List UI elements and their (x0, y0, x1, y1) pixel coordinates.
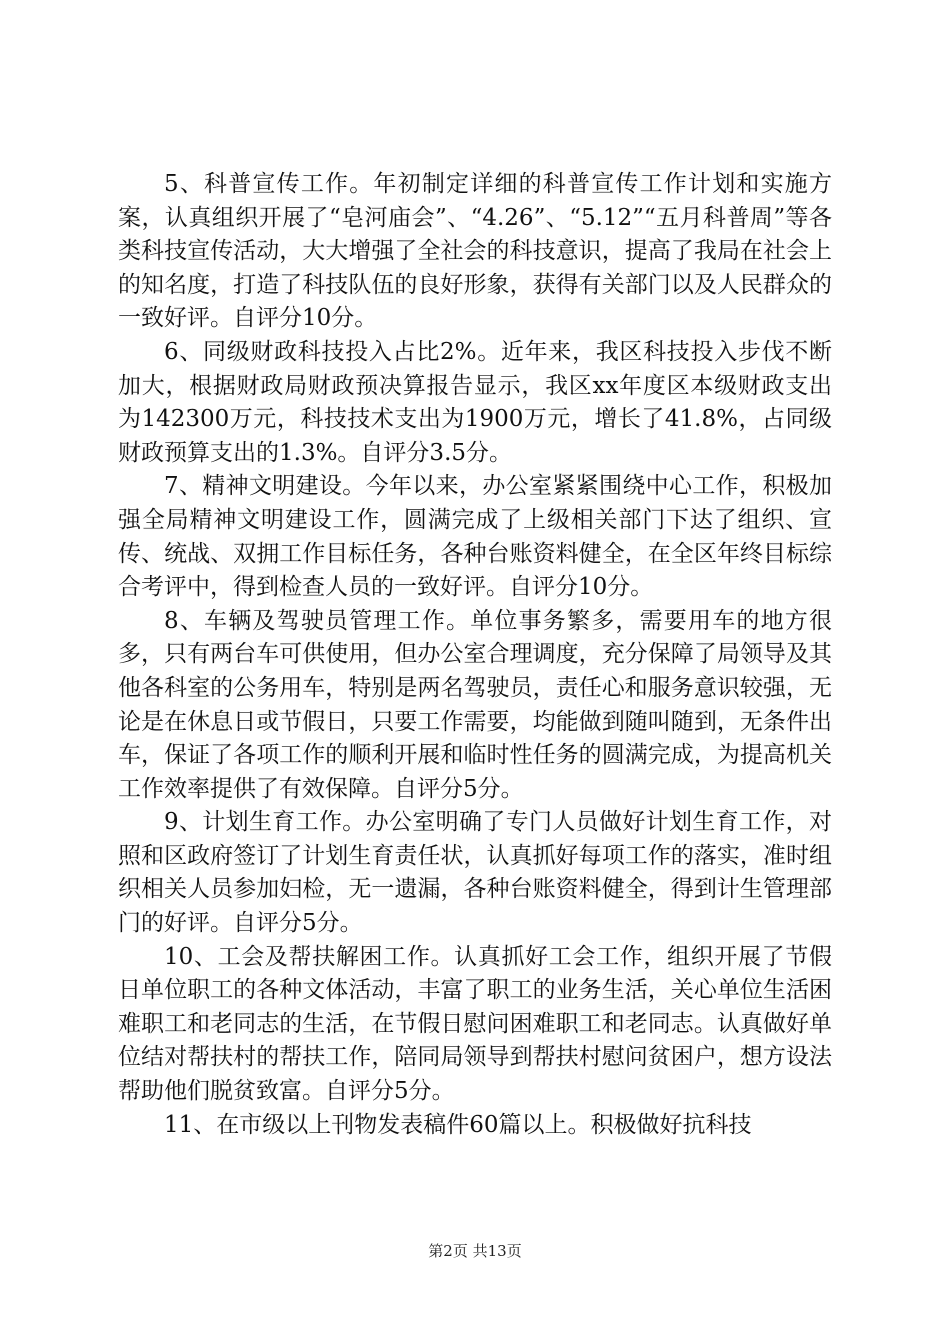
paragraph-11: 11、在市级以上刊物发表稿件60篇以上。积极做好抗科技 (164, 1111, 752, 1138)
paragraph-8: 8、车辆及驾驶员管理工作。单位事务繁多，需要用车的地方很多，只有两台车可供使用，但办公室合理调度，充分保障了局领导及其他各科室的公务用车，特别是两名驾驶员，责任心和服务意识较强，无论是在休息日或节假日，只要工作需要，均能做到随叫随到，无条件出车，保证了各项工作的顺利开展和临时性任务的圆满完成，为提高机关工作效率提供了有效保障。自评分5分。 (118, 607, 832, 802)
document-body (118, 168, 832, 1142)
paragraph-9: 9、计划生育工作。办公室明确了专门人员做好计划生育工作，对照和区政府签订了计划生育责任状，认真抓好每项工作的落实，准时组织相关人员参加妇检，无一遗漏，各种台账资料健全，得到计生管理部门的好评。自评分5分。 (118, 809, 832, 937)
page-footer: 第2页 共13页 (428, 1242, 522, 1260)
paragraph-5: 5、科普宣传工作。年初制定详细的科普宣传工作计划和实施方案，认真组织开展了“皂河庙会”、“4.26”、“5.12”“五月科普周”等各类科技宣传活动，大大增强了全社会的科技意识，提高了我局在社会上的知名度，打造了科技队伍的良好形象，获得有关部门以及人民群众的一致好评。自评分10分。 (118, 171, 832, 332)
paragraph-7: 7、精神文明建设。今年以来，办公室紧紧围绕中心工作，积极加强全局精神文明建设工作，圆满完成了上级相关部门下达了组织、宣传、统战、双拥工作目标任务，各种台账资料健全，在全区年终目标综合考评中，得到检查人员的一致好评。自评分10分。 (118, 473, 832, 601)
paragraph-10: 10、工会及帮扶解困工作。认真抓好工会工作，组织开展了节假日单位职工的各种文体活动，丰富了职工的业务生活，关心单位生活困难职工和老同志的生活，在节假日慰问困难职工和老同志。认真做好单位结对帮扶村的帮扶工作，陪同局领导到帮扶村慰问贫困户，想方设法帮助他们脱贫致富。自评分5分。 (118, 943, 832, 1105)
paragraph-6: 6、同级财政科技投入占比2%。近年来，我区科技投入步伐不断加大，根据财政局财政预决算报告显示，我区xx年度区本级财政支出为142300万元，科技技术支出为1900万元，增长了41.8%，占同级财政预算支出的1.3%。自评分3.5分。 (118, 338, 832, 466)
